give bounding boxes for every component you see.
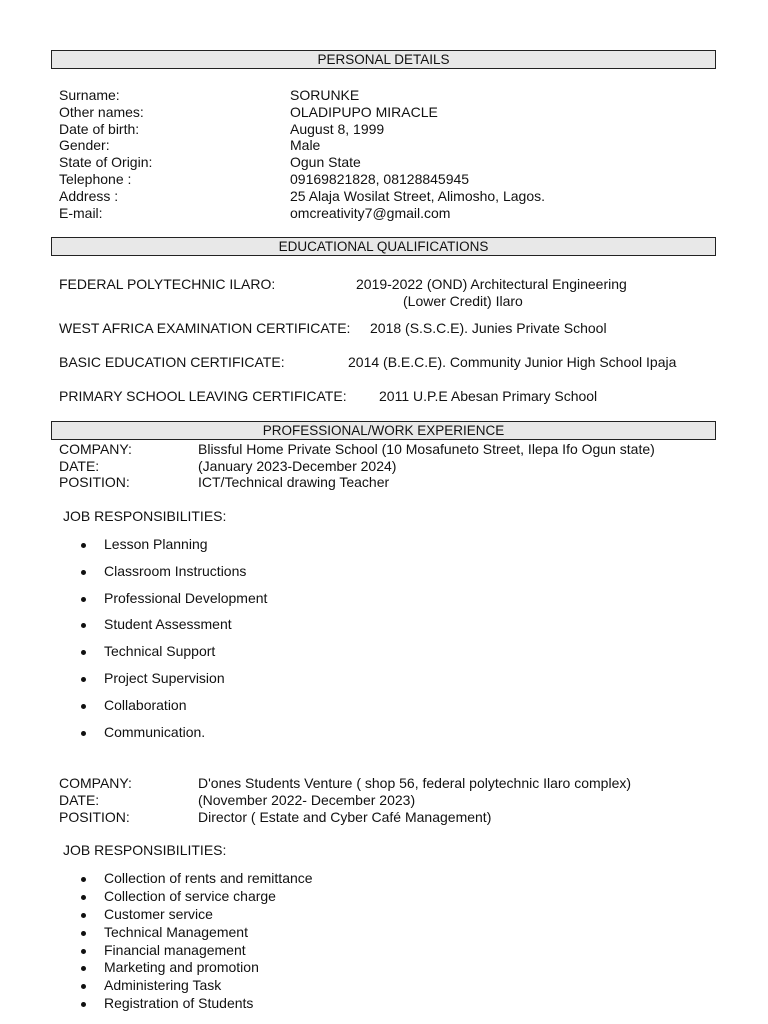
gender-label: Gender: [59, 137, 110, 153]
edu-bece-label: BASIC EDUCATION CERTIFICATE: [59, 354, 285, 370]
telephone-label: Telephone : [59, 171, 132, 187]
list-item: Technical Management [59, 924, 313, 942]
list-item: Collection of service charge [59, 888, 313, 906]
other-names-label: Other names: [59, 104, 144, 120]
email-value: omcreativity7@gmail.com [290, 205, 451, 221]
list-item: Communication. [59, 724, 267, 751]
job-2-date: (November 2022- December 2023) [198, 792, 416, 808]
job-1-responsibilities-list [59, 536, 267, 750]
job-2-position-label: POSITION: [59, 809, 130, 825]
list-item: Financial management [59, 942, 313, 960]
address-value: 25 Alaja Wosilat Street, Alimosho, Lagos. [290, 188, 545, 204]
state-of-origin-value: Ogun State [290, 154, 361, 170]
job-1-position: ICT/Technical drawing Teacher [198, 474, 390, 490]
state-of-origin-label: State of Origin: [59, 154, 153, 170]
telephone-value: 09169821828, 08128845945 [290, 171, 470, 187]
job-2-position: Director ( Estate and Cyber Café Management) [198, 809, 492, 825]
list-item: Student Assessment [59, 616, 267, 643]
edu-bece-value: 2014 (B.E.C.E). Community Junior High School Ipaja [348, 354, 677, 370]
list-item: Collection of rents and remittance [59, 870, 313, 888]
list-item: Lesson Planning [59, 536, 267, 563]
other-names-value: OLADIPUPO MIRACLE [290, 104, 438, 120]
edu-primary-label: PRIMARY SCHOOL LEAVING CERTIFICATE: [59, 388, 347, 404]
job-1-company: Blissful Home Private School (10 Mosafuneto Street, Ilepa Ifo Ogun state) [198, 441, 655, 457]
surname-value: SORUNKE [290, 87, 360, 103]
job-2-date-label: DATE: [59, 792, 100, 808]
list-item: Professional Development [59, 590, 267, 617]
edu-waec-value: 2018 (S.S.C.E). Junies Private School [370, 320, 607, 336]
address-label: Address : [59, 188, 119, 204]
job-1-date: (January 2023-December 2024) [198, 458, 397, 474]
job-1-responsibilities-label: JOB RESPONSIBILITIES: [63, 508, 227, 524]
edu-polytechnic-value: 2019-2022 (OND) Architectural Engineering [356, 276, 627, 292]
list-item: Project Supervision [59, 670, 267, 697]
job-2-company-label: COMPANY: [59, 775, 132, 791]
email-label: E-mail: [59, 205, 103, 221]
date-of-birth-label: Date of birth: [59, 121, 140, 137]
surname-label: Surname: [59, 87, 120, 103]
job-2-responsibilities-label: JOB RESPONSIBILITIES: [63, 842, 227, 858]
job-1-date-label: DATE: [59, 458, 100, 474]
gender-value: Male [290, 137, 321, 153]
edu-waec-label: WEST AFRICA EXAMINATION CERTIFICATE: [59, 320, 351, 336]
list-item: Registration of Students [59, 995, 313, 1013]
education-header: EDUCATIONAL QUALIFICATIONS [51, 237, 716, 256]
job-2-responsibilities-list [59, 870, 313, 1013]
job-1-company-label: COMPANY: [59, 441, 132, 457]
list-item: Classroom Instructions [59, 563, 267, 590]
personal-details-header: PERSONAL DETAILS [51, 50, 716, 69]
edu-polytechnic-value-line2: (Lower Credit) Ilaro [403, 293, 523, 309]
experience-header: PROFESSIONAL/WORK EXPERIENCE [51, 421, 716, 440]
list-item: Customer service [59, 906, 313, 924]
edu-primary-value: 2011 U.P.E Abesan Primary School [379, 388, 598, 404]
date-of-birth-value: August 8, 1999 [290, 121, 385, 137]
list-item: Marketing and promotion [59, 959, 313, 977]
list-item: Administering Task [59, 977, 313, 995]
edu-polytechnic-label: FEDERAL POLYTECHNIC ILARO: [59, 276, 276, 292]
list-item: Collaboration [59, 697, 267, 724]
list-item: Technical Support [59, 643, 267, 670]
job-2-company: D'ones Students Venture ( shop 56, federal polytechnic Ilaro complex) [198, 775, 632, 791]
job-1-position-label: POSITION: [59, 474, 130, 490]
